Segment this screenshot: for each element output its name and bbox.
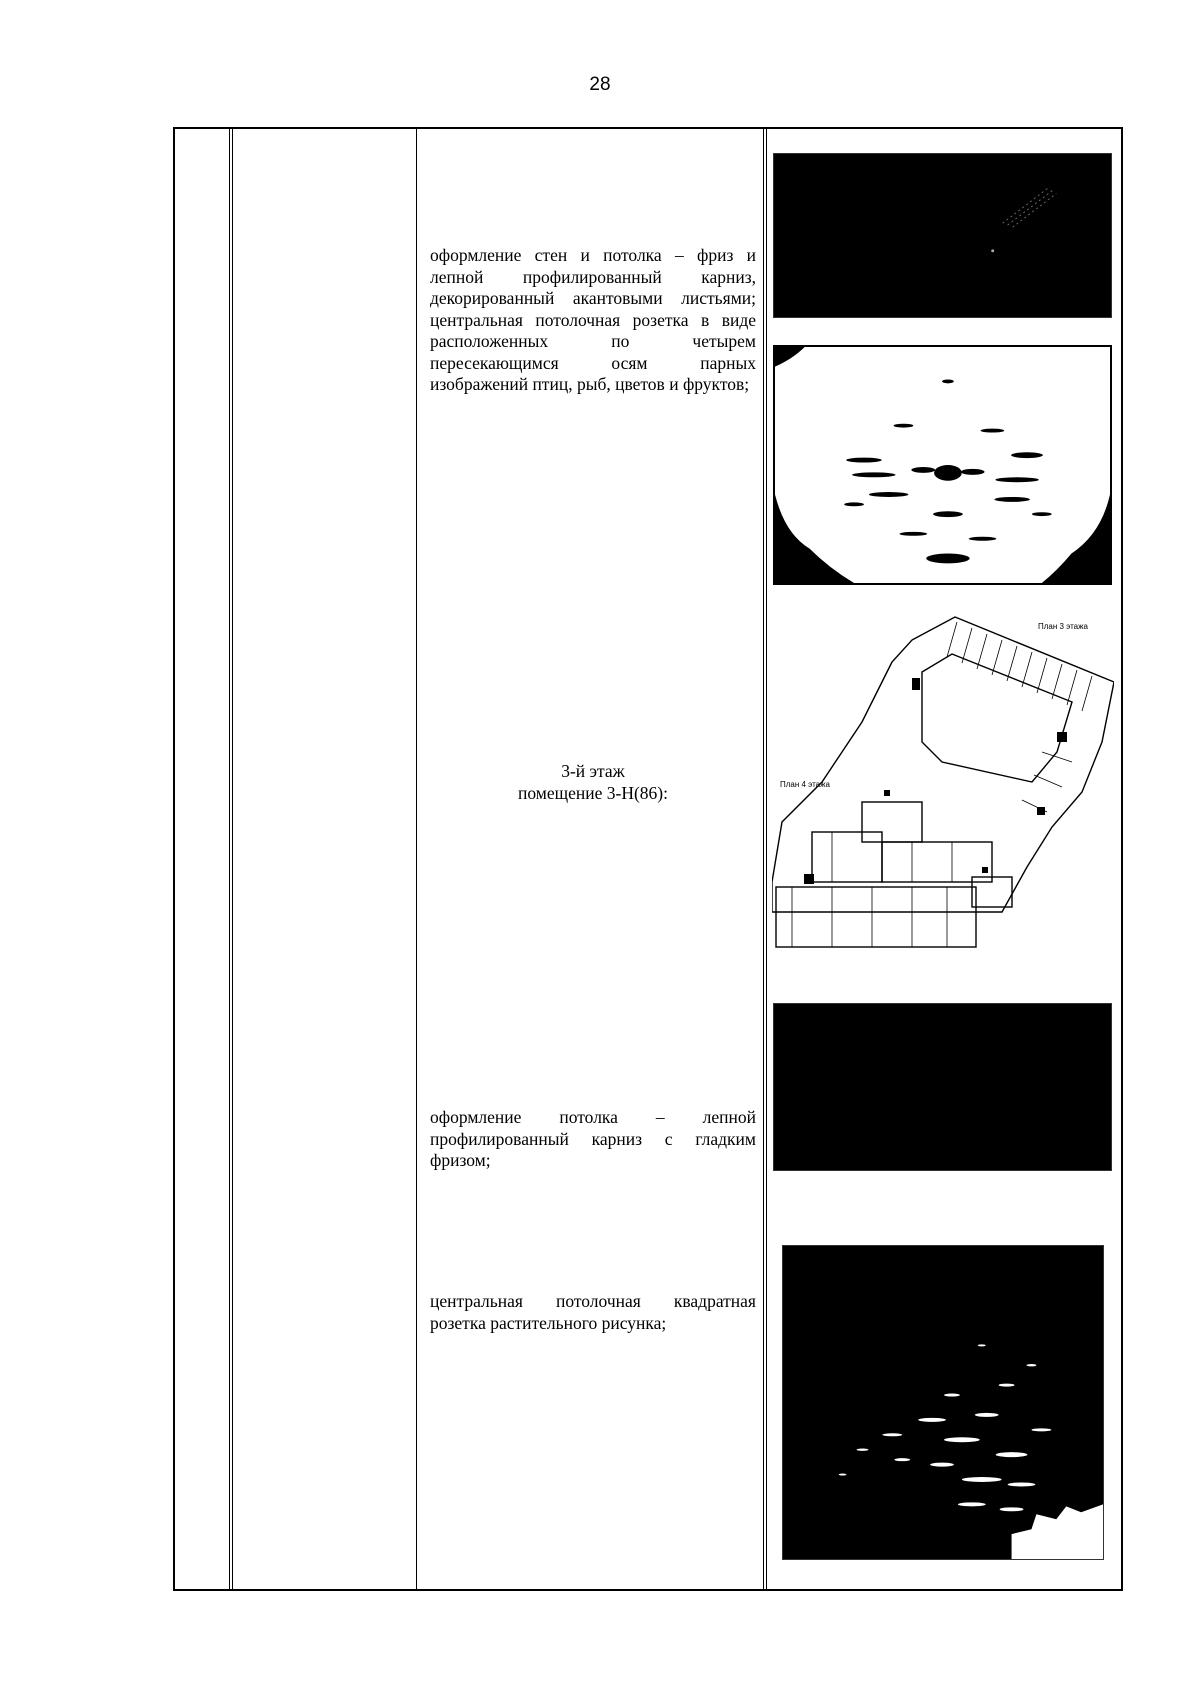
description-ceiling-rosette: центральная потолочная квадратная розетка растительного рисунка; [430, 1291, 756, 1333]
floor-title: 3-й этаж [561, 761, 625, 781]
photo-ceiling-cornice [773, 1003, 1112, 1171]
photo-square-rosette [782, 1245, 1104, 1560]
photo-cornice-frieze [773, 153, 1112, 318]
column-divider-3b [766, 129, 767, 1589]
floor-plan-drawing [772, 612, 1114, 980]
description-wall-ceiling-decoration: оформление стен и потолка – фриз и лепной профилированный карниз, декорированный акантовыми листьями; центральная потолочная розетка в виде расположенных по четырем пересекающимся осям парных изображений птиц, рыб, цветов и фруктов; [430, 245, 756, 394]
page-number: 28 [589, 74, 611, 95]
column-divider-1 [229, 129, 230, 1589]
plan-label-floor4: План 4 этажа [780, 780, 830, 789]
photo-ceiling-rosette [773, 345, 1112, 585]
plan-label-floor3: План 3 этажа [1038, 622, 1088, 631]
column-divider-3 [763, 129, 764, 1589]
column-divider-1b [232, 129, 233, 1589]
description-ceiling-cornice: оформление потолка – лепной профилированный карниз с гладким фризом; [430, 1107, 756, 1170]
floor-heading [430, 761, 756, 804]
room-title: помещение 3-Н(86): [518, 782, 668, 803]
column-divider-2 [416, 129, 417, 1589]
